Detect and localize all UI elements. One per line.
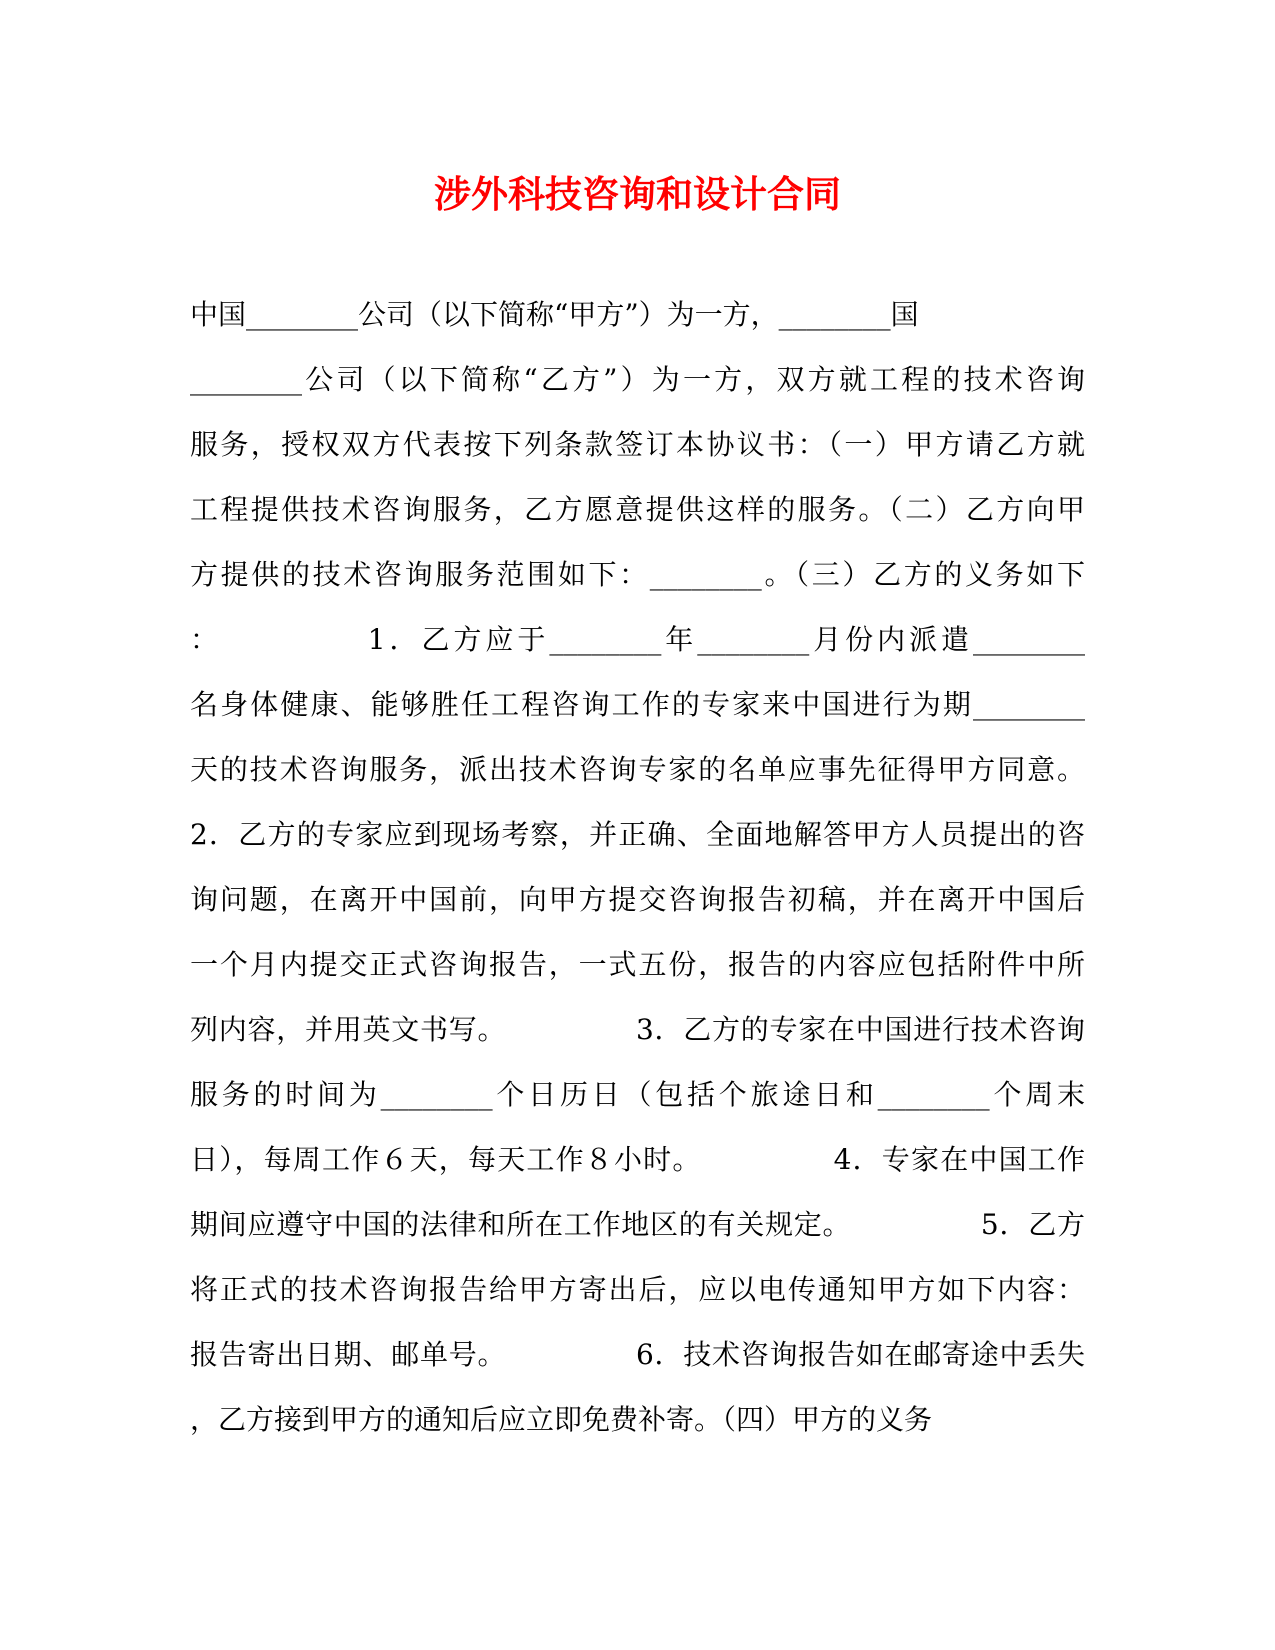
body-line-12: 列内容，并用英文书写。 3．乙方的专家在中国进行技术咨询 [190, 1013, 1085, 1046]
body-line-13: 服务的时间为________个日历日（包括个旅途日和________个周末 [190, 1078, 1085, 1111]
body-line-14: 日），每周工作６天，每天工作８小时。 4．专家在中国工作 [190, 1143, 1085, 1176]
body-line-2: ________公司（以下简称“乙方”）为一方，双方就工程的技术咨询 [190, 363, 1085, 396]
body-line-17: 报告寄出日期、邮单号。 6．技术咨询报告如在邮寄途中丢失 [190, 1338, 1085, 1371]
body-line-3: 服务，授权双方代表按下列条款签订本协议书：（一）甲方请乙方就 [190, 428, 1085, 461]
body-line-6: ： 1．乙方应于________年________月份内派遣________ [190, 623, 1085, 656]
body-line-11: 一个月内提交正式咨询报告，一式五份，报告的内容应包括附件中所 [190, 948, 1085, 981]
document-title: 涉外科技咨询和设计合同 [434, 172, 841, 216]
document-body [190, 282, 1085, 1452]
body-line-10: 询问题，在离开中国前，向甲方提交咨询报告初稿，并在离开中国后 [190, 883, 1085, 916]
body-line-16: 将正式的技术咨询报告给甲方寄出后，应以电传通知甲方如下内容： [190, 1273, 1085, 1306]
body-line-5: 方提供的技术咨询服务范围如下：________。（三）乙方的义务如下 [190, 558, 1085, 591]
body-line-7: 名身体健康、能够胜任工程咨询工作的专家来中国进行为期________ [190, 688, 1085, 721]
body-line-18: ，乙方接到甲方的通知后应立即免费补寄。（四）甲方的义务 [190, 1403, 933, 1436]
body-line-1: 中国________公司（以下简称“甲方”）为一方，________国 [190, 298, 919, 331]
body-line-9: 2．乙方的专家应到现场考察，并正确、全面地解答甲方人员提出的咨 [190, 818, 1085, 851]
body-line-15: 期间应遵守中国的法律和所在工作地区的有关规定。 5．乙方 [190, 1208, 1085, 1241]
body-line-4: 工程提供技术咨询服务，乙方愿意提供这样的服务。（二）乙方向甲 [190, 493, 1085, 526]
body-line-8: 天的技术咨询服务，派出技术咨询专家的名单应事先征得甲方同意。 [190, 753, 1085, 786]
